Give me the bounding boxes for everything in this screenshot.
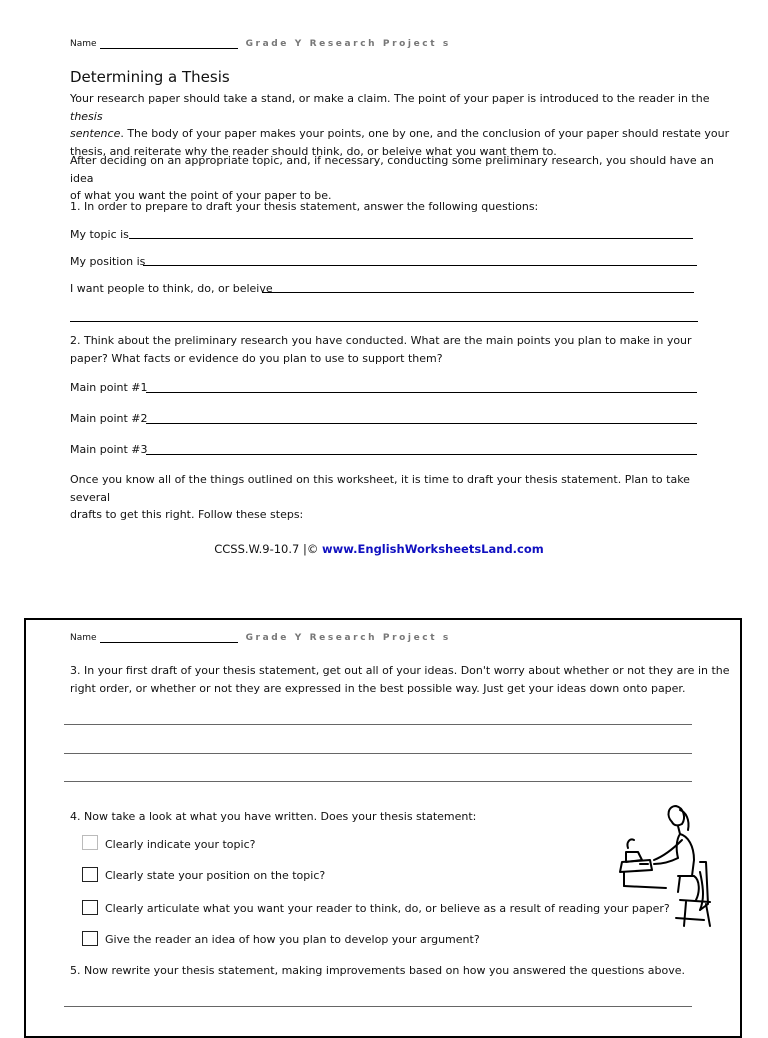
- main-point-1-line[interactable]: [146, 392, 697, 393]
- checkbox-articulate[interactable]: [82, 900, 98, 915]
- page-2-header: [70, 630, 451, 643]
- checkbox-topic-label: Clearly indicate your topic?: [105, 838, 256, 851]
- intro-paragraph: [70, 90, 730, 160]
- intro-text-3: thesis, and reiterate why the reader should think, do, or beleive what you want them to.: [70, 144, 557, 158]
- page-1-header: [70, 36, 451, 49]
- course-title: Grade Y Research Project s: [245, 39, 451, 49]
- question-2: [70, 332, 730, 367]
- draft-line-3[interactable]: [64, 781, 692, 782]
- main-point-1-label: Main point #1: [70, 381, 148, 394]
- checkbox-position[interactable]: [82, 867, 98, 882]
- course-title: Grade Y Research Project s: [245, 633, 451, 643]
- name-label: Name: [70, 633, 97, 643]
- position-label: My position is: [70, 255, 146, 268]
- question-3-line-1: 3. In your first draft of your thesis statement, get out all of your ideas. Don't worry about whether or not they are in the: [70, 664, 730, 677]
- name-line[interactable]: [100, 632, 238, 643]
- checkbox-articulate-label: Clearly articulate what you want your reader to think, do, or believe as a result of reading your paper?: [105, 902, 670, 915]
- topic-paragraph-line-2: of what you want the point of your paper to be.: [70, 189, 332, 202]
- footer-link[interactable]: www.EnglishWorksheetsLand.com: [322, 542, 544, 556]
- checkbox-develop-label: Give the reader an idea of how you plan to develop your argument?: [105, 933, 480, 946]
- topic-label: My topic is: [70, 228, 129, 241]
- topic-answer-line[interactable]: [129, 238, 693, 239]
- question-3-line-2: right order, or whether or not they are expressed in the best possible way. Just get your ideas down onto paper.: [70, 681, 686, 695]
- question-1: 1. In order to prepare to draft your thesis statement, answer the following questions:: [70, 200, 539, 213]
- draft-line-2[interactable]: [64, 753, 692, 754]
- name-label: Name: [70, 39, 97, 49]
- footer-standard: CCSS.W.9-10.7 |©: [214, 542, 323, 556]
- extra-answer-line[interactable]: [70, 321, 698, 322]
- intro-italic-thesis: thesis: [70, 109, 103, 123]
- question-3: [70, 662, 730, 697]
- want-answer-line[interactable]: [262, 292, 694, 293]
- topic-paragraph: [70, 152, 730, 205]
- checkbox-develop[interactable]: [82, 931, 98, 946]
- page-footer: [0, 542, 758, 556]
- question-5: 5. Now rewrite your thesis statement, making improvements based on how you answered the questions above.: [70, 964, 686, 977]
- closing-line-1: Once you know all of the things outlined on this worksheet, it is time to draft your thesis statement. Plan to take several: [70, 473, 690, 504]
- main-point-3-label: Main point #3: [70, 443, 148, 456]
- rewrite-line-1[interactable]: [64, 1006, 692, 1007]
- main-point-2-line[interactable]: [146, 423, 697, 424]
- closing-line-2: drafts to get this right. Follow these steps:: [70, 508, 304, 521]
- checkbox-position-label: Clearly state your position on the topic?: [105, 869, 326, 882]
- draft-line-1[interactable]: [64, 724, 692, 725]
- want-label: I want people to think, do, or beleive: [70, 282, 273, 295]
- question-4: 4. Now take a look at what you have written. Does your thesis statement:: [70, 810, 477, 823]
- topic-paragraph-line-1: After deciding on an appropriate topic, and, if necessary, conducting some preliminary research, you should have an idea: [70, 154, 714, 185]
- intro-italic-sentence: sentence: [70, 127, 121, 140]
- main-point-2-label: Main point #2: [70, 412, 148, 425]
- intro-text-2: . The body of your paper makes your points, one by one, and the conclusion of your paper should restate your: [120, 127, 730, 140]
- person-typing-at-typewriter-icon: [614, 800, 714, 930]
- name-line[interactable]: [100, 38, 238, 49]
- main-point-3-line[interactable]: [146, 454, 697, 455]
- checkbox-topic[interactable]: [82, 835, 98, 850]
- question-2-line-2: paper? What facts or evidence do you plan to use to support them?: [70, 351, 443, 365]
- question-2-line-1: 2. Think about the preliminary research you have conducted. What are the main points you plan to make in your: [70, 334, 692, 347]
- intro-text-1: Your research paper should take a stand, or make a claim. The point of your paper is introduced to the reader in the: [70, 92, 710, 105]
- position-answer-line[interactable]: [143, 265, 697, 266]
- closing-paragraph: [70, 471, 730, 524]
- page-title: Determining a Thesis: [70, 68, 230, 86]
